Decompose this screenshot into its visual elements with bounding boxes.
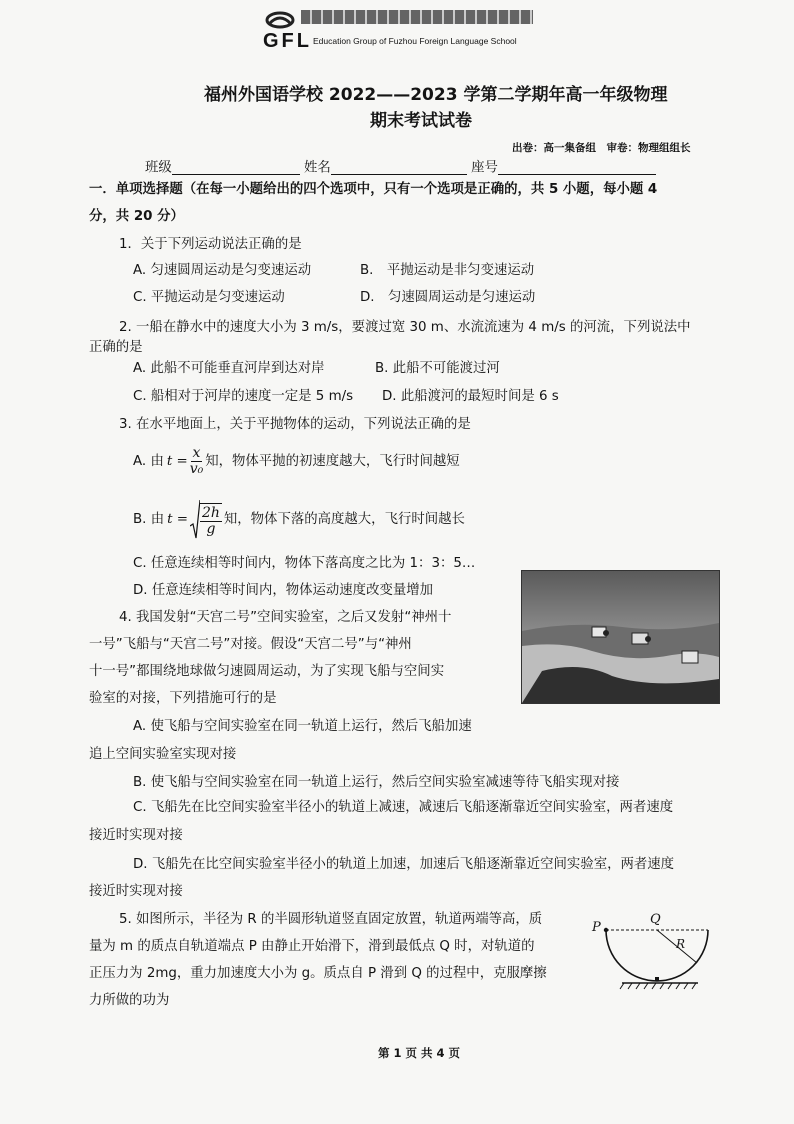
q3-option-b: [133, 500, 465, 540]
q1-stem: 1．关于下列运动说法正确的是: [119, 237, 302, 252]
semicircle-track-figure: [592, 912, 717, 995]
q2-stem-line2: 正确的是: [89, 340, 143, 355]
q4-option-a-line1: A. 使飞船与空间实验室在同一轨道上运行，然后飞船加速: [133, 719, 472, 734]
fig-label-p: P: [592, 920, 601, 935]
q3-b-numerator: 2h: [201, 504, 220, 521]
student-info-line: [145, 160, 656, 175]
q3-a-fraction: [190, 446, 204, 478]
name-field[interactable]: [331, 160, 467, 175]
school-logo: [263, 8, 533, 50]
q2-stem-line1: 2. 一船在静水中的速度大小为 3 m/s，要渡过宽 30 m、水流流速为 4 m/s 的河流，下列说法中: [119, 320, 691, 335]
fig-label-q: Q: [650, 912, 661, 927]
q3-b-fraction: [200, 503, 222, 538]
q2-option-b: B. 此船不可能渡过河: [375, 361, 500, 376]
q1-option-d: D. 匀速圆周运动是匀速运动: [360, 290, 536, 305]
q3-option-a: [133, 446, 460, 478]
q2-option-a: A. 此船不可能垂直河岸到达对岸: [133, 361, 325, 376]
sqrt-icon: [190, 500, 200, 540]
q4-option-c-line2: 接近时实现对接: [89, 828, 183, 843]
exam-title-line2: 期末考试试卷: [370, 111, 472, 131]
logo-chinese-banner: [301, 10, 533, 24]
logo-emblem-icon: [265, 10, 295, 32]
exam-title-line1: 福州外国语学校 2022——2023 学第二学期年高一年级物理: [204, 85, 668, 105]
q1-option-c: C. 平抛运动是匀变速运动: [133, 290, 285, 305]
exam-setter-info: 出卷：高一集备组 审卷：物理组组长: [512, 142, 691, 154]
q5-stem-line4: 力所做的功为: [89, 993, 170, 1008]
fig-label-r: R: [676, 937, 686, 951]
section1-heading-line1: 一．单项选择题（在每一小题给出的四个选项中，只有一个选项是正确的，共 5 小题，每小题 4: [89, 182, 658, 197]
q3-a-numerator: x: [192, 445, 201, 461]
q3-option-c: C. 任意连续相等时间内，物体下落高度之比为 1：3：5…: [133, 556, 476, 571]
seat-field[interactable]: [498, 160, 656, 175]
class-field[interactable]: [172, 160, 300, 175]
page-number: 第 1 页 共 4 页: [378, 1046, 461, 1060]
q4-option-b: B. 使飞船与空间实验室在同一轨道上运行，然后空间实验室减速等待飞船实现对接: [133, 775, 620, 790]
q5-stem-line2: 量为 m 的质点自轨道端点 P 由静止开始滑下，滑到最低点 Q 时，对轨道的: [89, 939, 535, 954]
q4-stem-line1: 4. 我国发射“天宫二号”空间实验室，之后又发射“神州十: [119, 610, 452, 625]
q3-a-suffix: 知，物体平抛的初速度越大，飞行时间越短: [205, 454, 460, 470]
q4-stem-line4: 验室的对接，下列措施可行的是: [89, 691, 277, 706]
q3-option-d: D. 任意连续相等时间内，物体运动速度改变量增加: [133, 583, 434, 598]
section1-heading-line2: 分，共 20 分）: [89, 209, 184, 224]
q1-option-a: A. 匀速圆周运动是匀变速运动: [133, 263, 312, 278]
q4-stem-line3: 十一号”都围绕地球做匀速圆周运动，为了实现飞船与空间实: [89, 664, 445, 679]
q5-stem-line1: 5. 如图所示，半径为 R 的半圆形轨道竖直固定放置，轨道两端等高，质: [119, 912, 543, 927]
q3-a-prefix: A. 由: [133, 454, 164, 470]
q2-option-c: C. 船相对于河岸的速度一定是 5 m/s: [133, 389, 354, 404]
q2-option-d: D. 此船渡河的最短时间是 6 s: [382, 389, 559, 404]
q4-option-c-line1: C. 飞船先在比空间实验室半径小的轨道上减速，减速后飞船逐渐靠近空间实验室，两者速度: [133, 800, 674, 815]
class-label: 班级: [145, 160, 172, 176]
q5-stem-line3: 正压力为 2mg，重力加速度大小为 g。质点自 P 滑到 Q 的过程中，克服摩擦: [89, 966, 547, 981]
q3-b-prefix: B. 由: [133, 512, 165, 528]
q4-stem-line2: 一号”飞船与“天宫二号”对接。假设“天宫二号”与“神州: [89, 637, 412, 652]
q3-a-formula-lhs: t =: [166, 454, 188, 470]
q3-stem: 3. 在水平地面上，关于平抛物体的运动，下列说法正确的是: [119, 417, 471, 432]
logo-abbr: GFL: [263, 30, 312, 52]
seat-label: 座号: [471, 160, 498, 176]
q3-b-suffix: 知，物体下落的高度越大，飞行时间越长: [223, 512, 465, 528]
q4-option-d-line1: D. 飞船先在比空间实验室半径小的轨道上加速，加速后飞船逐渐靠近空间实验室，两者速度: [133, 857, 675, 872]
q4-option-d-line2: 接近时实现对接: [89, 884, 183, 899]
logo-english-name: Education Group of Fuzhou Foreign Language School: [313, 36, 517, 46]
space-station-photo: [521, 570, 720, 704]
q3-b-formula-lhs: t =: [167, 512, 188, 528]
q4-option-a-line2: 追上空间实验室实现对接: [89, 747, 237, 762]
q3-b-denominator: g: [206, 521, 216, 537]
name-label: 姓名: [304, 160, 331, 176]
q3-a-denominator: v₀: [189, 461, 204, 478]
q1-option-b: B. 平抛运动是非匀变速运动: [360, 263, 535, 278]
